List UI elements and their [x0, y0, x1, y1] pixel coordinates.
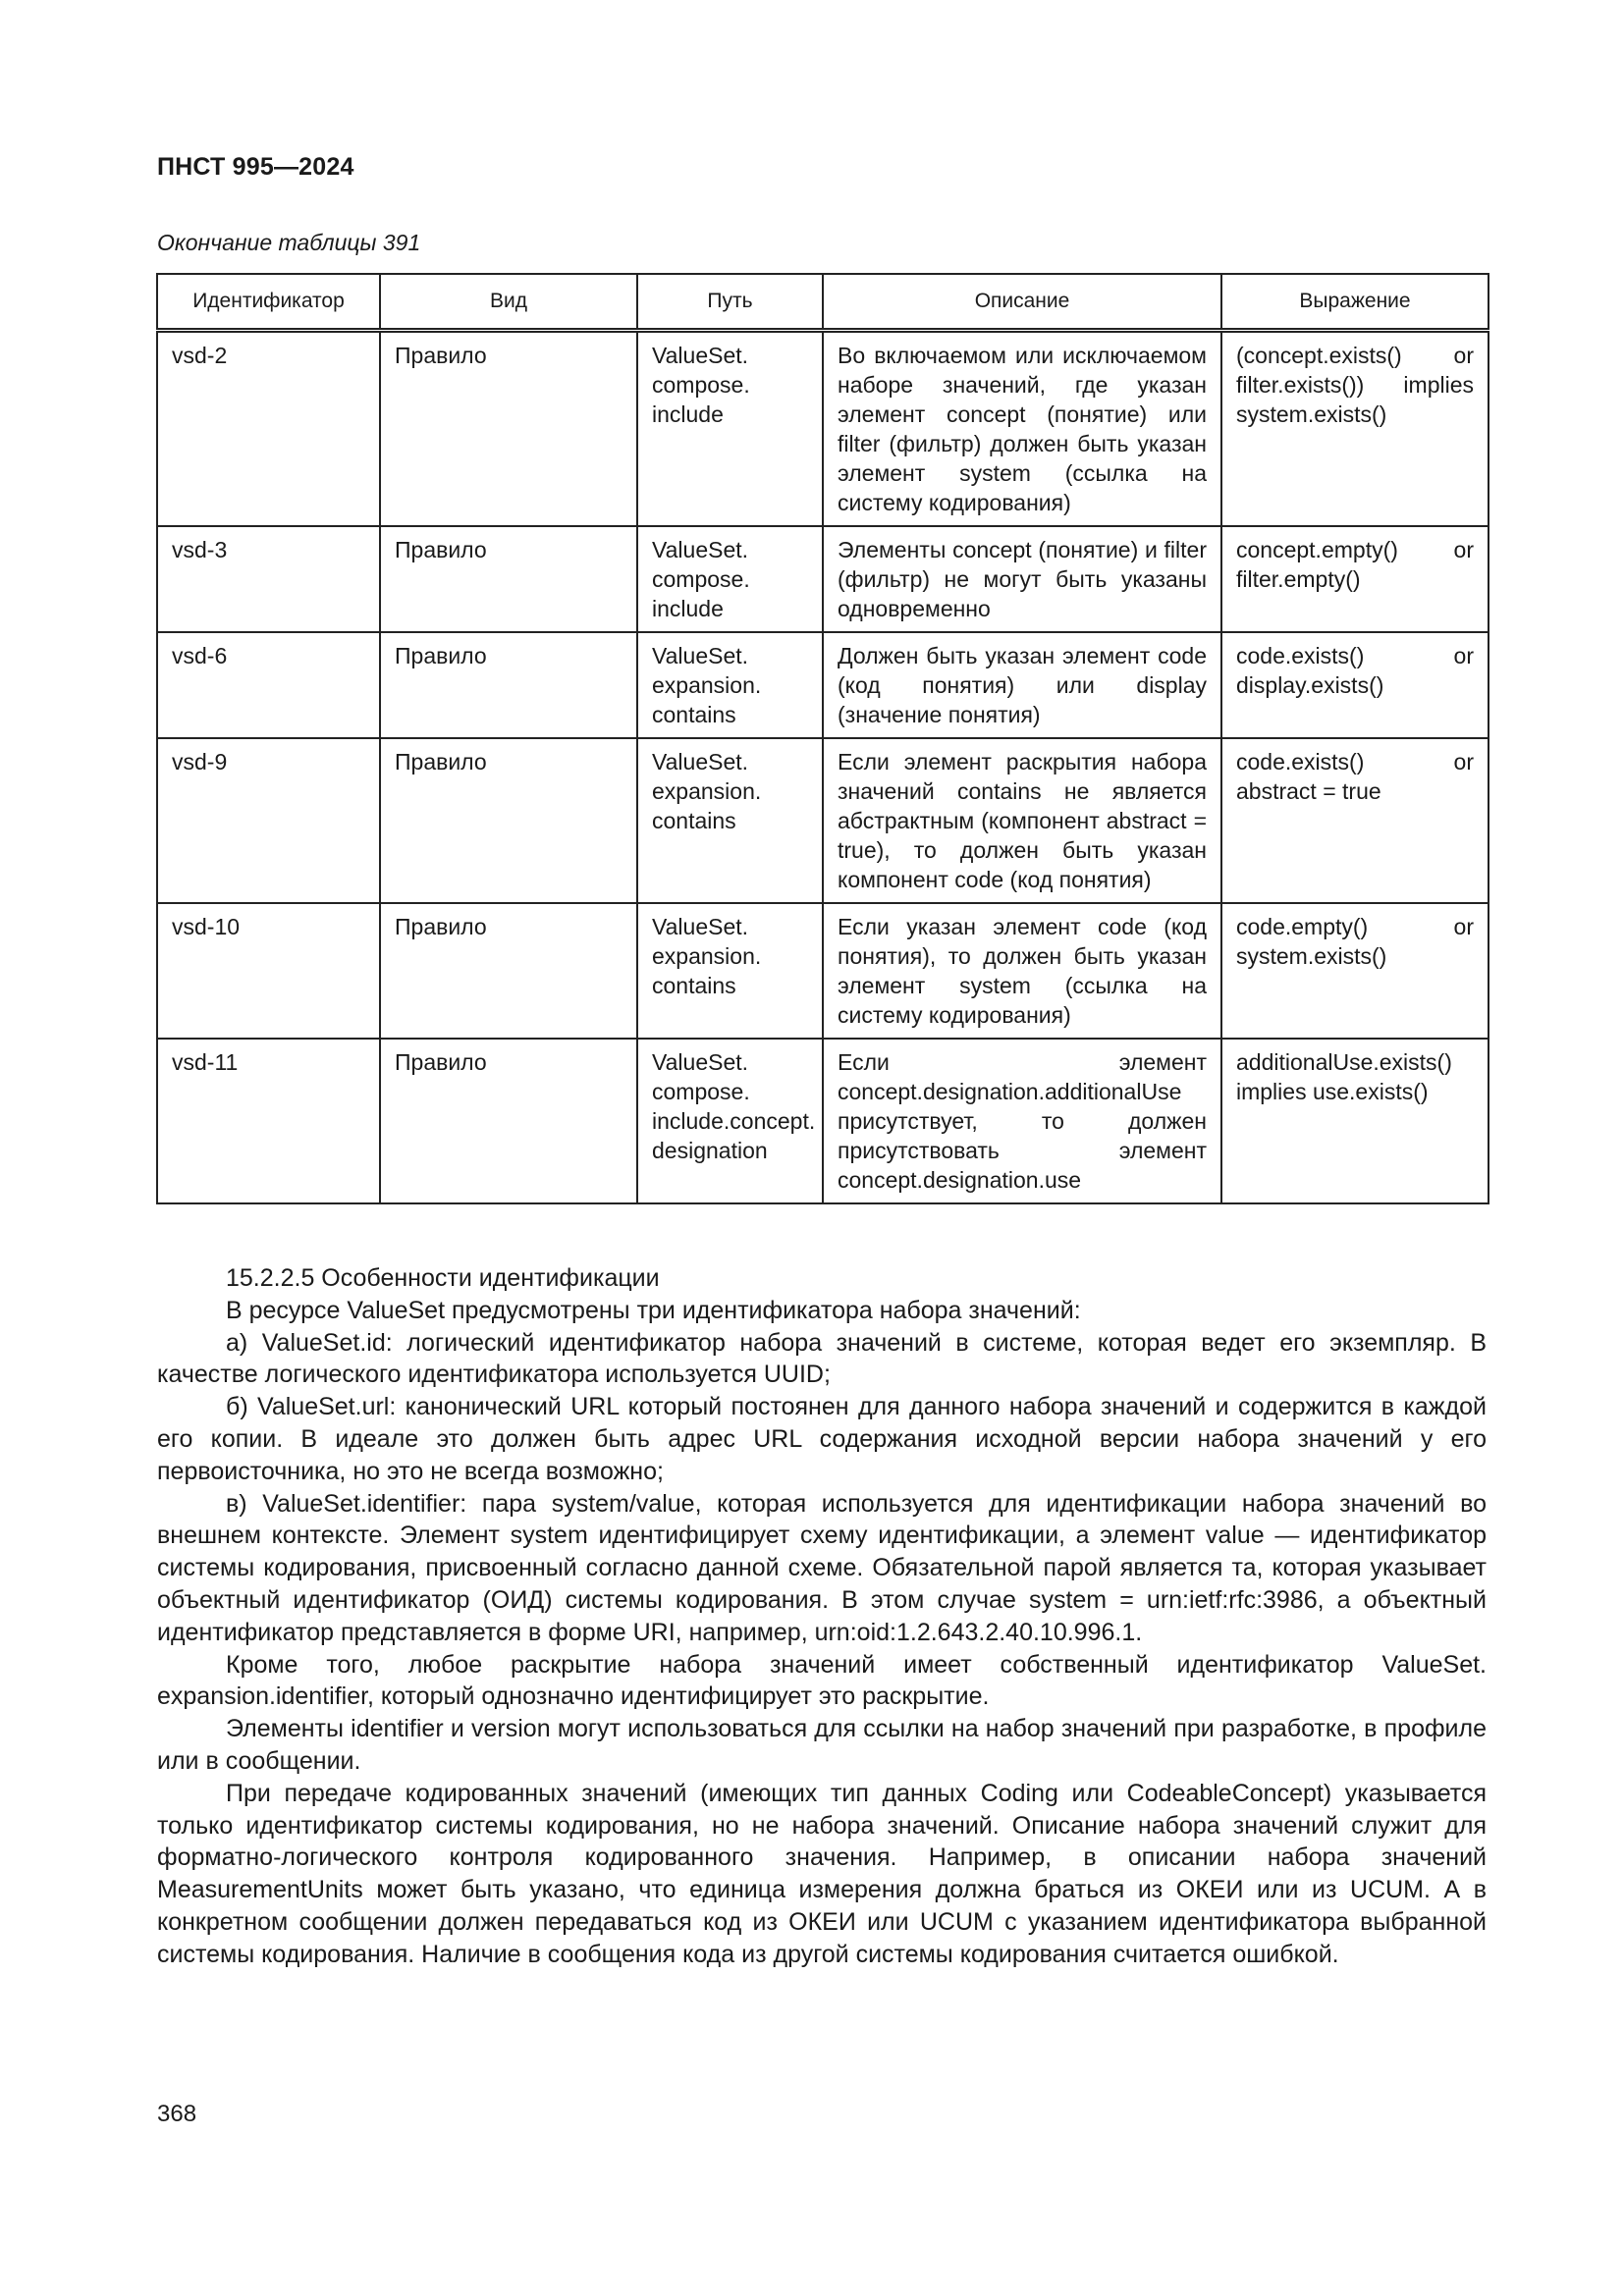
cell-kind: Правило [380, 632, 637, 738]
list-item-c: в) ValueSet.identifier: пара system/value, которая используется для идентификации набора значений во внешнем контексте. Элемент system идентифицирует схему идентификации, а элемент value — идентификатор системы кодирования, присвоенный согласно данной схеме. Обязательной парой является та, которая указывает объектный идентификатор (ОИД) системы кодирования. В этом случае system = urn:ietf:rfc:3986, а объектный идентификатор представляется в форме URI, например, urn:oid:1.2.643.2.40.10.996.1. [157, 1489, 1487, 1646]
column-header-description: Описание [823, 274, 1221, 331]
cell-id: vsd-3 [157, 526, 380, 632]
cell-kind: Правило [380, 903, 637, 1039]
cell-description: Должен быть указан элемент code (код понятия) или display (значение понятия) [823, 632, 1221, 738]
table-row [157, 526, 1489, 632]
cell-description: Во включаемом или исключаемом наборе значений, где указан элемент concept (понятие) или filter (фильтр) должен быть указан элемент system (ссылка на систему кодирования) [823, 331, 1221, 527]
list-item-b: б) ValueSet.url: канонический URL который постоянен для данного набора значений и содержится в каждой его копии. В идеале это должен быть адрес URL содержания исходной версии набора значений у его первоисточника, но это не всегда возможно; [157, 1393, 1487, 1485]
cell-description: Если указан элемент code (код понятия), то должен быть указан элемент system (ссылка на систему кодирования) [823, 903, 1221, 1039]
cell-id: vsd-2 [157, 331, 380, 527]
cell-path: ValueSet. expansion. contains [637, 903, 823, 1039]
cell-expression: code.empty() or system.exists() [1221, 903, 1489, 1039]
column-header-kind: Вид [380, 274, 637, 331]
section-heading: 15.2.2.5 Особенности идентификации [226, 1264, 660, 1292]
cell-expression: concept.empty() or filter.empty() [1221, 526, 1489, 632]
list-item-a: а) ValueSet.id: логический идентификатор набора значений в системе, которая ведет его экземпляр. В качестве логического идентификатора используется UUID; [157, 1328, 1487, 1389]
cell-kind: Правило [380, 1039, 637, 1203]
paragraph-version: Элементы identifier и version могут использоваться для ссылки на набор значений при разработке, в профиле или в сообщении. [157, 1715, 1487, 1775]
document-code: ПНСТ 995—2024 [157, 153, 354, 181]
cell-path: ValueSet. compose. include.concept. designation [637, 1039, 823, 1203]
table-row [157, 331, 1489, 527]
table-row [157, 632, 1489, 738]
paragraph-expansion: Кроме того, любое раскрытие набора значений имеет собственный идентификатор ValueSet. expansion.identifier, который однозначно идентифицирует это раскрытие. [157, 1650, 1487, 1711]
cell-description: Если элемент concept.designation.additionalUse присутствует, то должен присутствовать элемент concept.designation.use [823, 1039, 1221, 1203]
cell-kind: Правило [380, 738, 637, 903]
column-header-expression: Выражение [1221, 274, 1489, 331]
cell-path: ValueSet. compose. include [637, 331, 823, 527]
body-text [157, 1262, 1487, 1971]
cell-path: ValueSet. compose. include [637, 526, 823, 632]
table-row [157, 1039, 1489, 1203]
cell-path: ValueSet. expansion. contains [637, 632, 823, 738]
cell-id: vsd-9 [157, 738, 380, 903]
cell-id: vsd-10 [157, 903, 380, 1039]
column-header-path: Путь [637, 274, 823, 331]
table-header-row [157, 274, 1489, 331]
cell-expression: (concept.exists() or filter.exists()) implies system.exists() [1221, 331, 1489, 527]
table-row [157, 903, 1489, 1039]
page-number: 368 [157, 2101, 197, 2127]
cell-description: Элементы concept (понятие) и filter (фильтр) не могут быть указаны одновременно [823, 526, 1221, 632]
table-row [157, 738, 1489, 903]
column-header-id: Идентификатор [157, 274, 380, 331]
cell-expression: code.exists() or display.exists() [1221, 632, 1489, 738]
cell-kind: Правило [380, 331, 637, 527]
cell-expression: code.exists() or abstract = true [1221, 738, 1489, 903]
cell-id: vsd-11 [157, 1039, 380, 1203]
table-caption: Окончание таблицы 391 [157, 230, 421, 255]
constraints-table [156, 273, 1489, 1204]
paragraph-intro: В ресурсе ValueSet предусмотрены три идентификатора набора значений: [226, 1296, 1081, 1324]
cell-id: vsd-6 [157, 632, 380, 738]
paragraph-coding: При передаче кодированных значений (имеющих тип данных Coding или CodeableConcept) указывается только идентификатор системы кодирования, но не набора значений. Описание набора значений служит для форматно-логического контроля кодированного значения. Например, в описании набора значений MeasurementUnits может быть указано, что единица измерения должна браться из ОКЕИ или из UCUM. А в конкретном сообщении должен передаваться код из ОКЕИ или UCUM с указанием идентификатора выбранной системы кодирования. Наличие в сообщения кода из другой системы кодирования считается ошибкой. [157, 1779, 1487, 1968]
cell-description: Если элемент раскрытия набора значений contains не является абстрактным (компонент abstract = true), то должен быть указан компонент code (код понятия) [823, 738, 1221, 903]
cell-kind: Правило [380, 526, 637, 632]
cell-path: ValueSet. expansion. contains [637, 738, 823, 903]
cell-expression: additionalUse.exists() implies use.exists() [1221, 1039, 1489, 1203]
